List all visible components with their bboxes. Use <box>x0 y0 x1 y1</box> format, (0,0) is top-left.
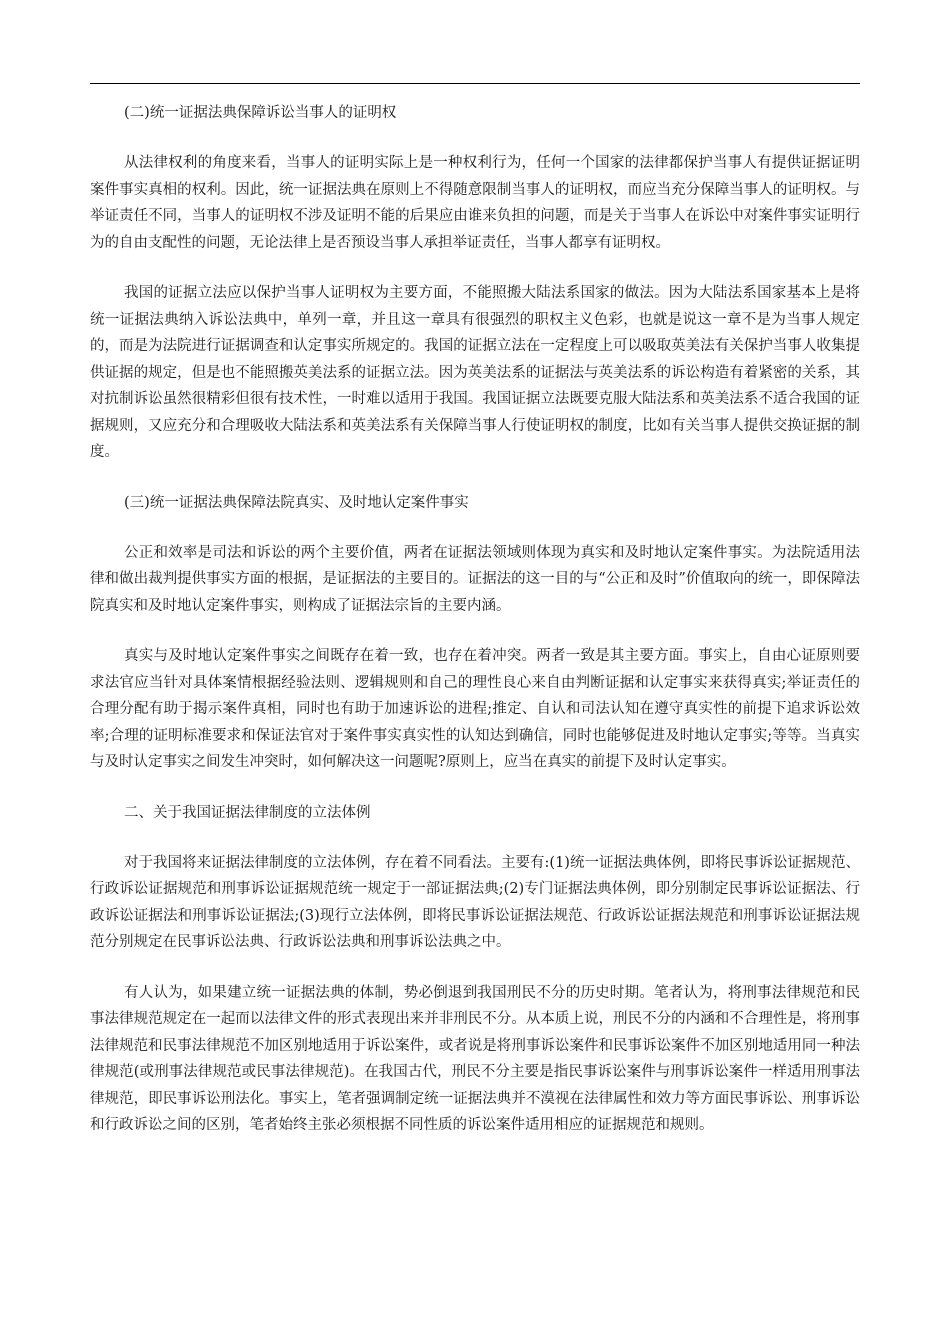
paragraph: 对于我国将来证据法律制度的立法体例，存在着不同看法。主要有:(1)统一证据法典体例，即将民事诉讼证据规范、行政诉讼证据规范和刑事诉讼证据规范统一规定于一部证据法典;(2)专门证据法典体例，即分别制定民事诉讼证据法、行政诉讼证据法和刑事诉讼证据法;(3)现行立法体例，即将民事诉讼证据法规范、行政诉讼证据法规范和刑事诉讼证据法规范分别规定在民事诉讼法典、行政诉讼法典和刑事诉讼法典之中。 <box>90 854 860 950</box>
paragraph: 真实与及时地认定案件事实之间既存在着一致，也存在着冲突。两者一致是其主要方面。事实上，自由心证原则要求法官应当针对具体案情根据经验法则、逻辑规则和自己的理性良心来自由判断证据和认定事实来获得真实;举证责任的合理分配有助于揭示案件真相，同时也有助于加速诉讼的进程;推定、自认和司法认知在遵守真实性的前提下追求诉讼效率;合理的证明标准要求和保证法官对于案件事实真实性的认知达到确信，同时也能够促进及时地认定事实;等等。当真实与及时认定事实之间发生冲突时，如何解决这一问题呢?原则上，应当在真实的前提下及时认定事实。 <box>90 648 860 770</box>
paragraph: 从法律权利的角度来看，当事人的证明实际上是一种权利行为，任何一个国家的法律都保护当事人有提供证据证明案件事实真相的权利。因此，统一证据法典在原则上不得随意限制当事人的证明权，而应当充分保障当事人的证明权。与举证责任不同，当事人的证明权不涉及证明不能的后果应由谁来负担的问题，而是关于当事人在诉讼中对案件事实证明行为的自由支配性的问题，无论法律上是否预设当事人承担举证责任，当事人都享有证明权。 <box>90 155 860 251</box>
top-divider <box>90 83 860 84</box>
section-heading: 二、关于我国证据法律制度的立法体例 <box>124 804 371 821</box>
paragraph: 公正和效率是司法和诉讼的两个主要价值，两者在证据法领域则体现为真实和及时地认定案件事实。为法院适用法律和做出裁判提供事实方面的根据，是证据法的主要目的。证据法的这一目的与“公正和及时”价值取向的统一，即保障法院真实和及时地认定案件事实，则构成了证据法宗旨的主要内涵。 <box>90 544 860 614</box>
section-heading: (三)统一证据法典保障法院真实、及时地认定案件事实 <box>124 494 469 511</box>
section-heading: (二)统一证据法典保障诉讼当事人的证明权 <box>124 105 397 121</box>
paragraph: 我国的证据立法应以保护当事人证明权为主要方面，不能照搬大陆法系国家的做法。因为大陆法系国家基本上是将统一证据法典纳入诉讼法典中，单列一章，并且这一章具有很强烈的职权主义色彩，也就是说这一章不是为当事人规定的，而是为法院进行证据调查和认定事实所规定的。我国的证据立法在一定程度上可以吸取英美法有关保护当事人收集提供证据的规定，但是也不能照搬英美法系的证据立法。因为英美法系的证据法与英美法系的诉讼构造有着紧密的关系，其对抗制诉讼虽然很精彩但很有技术性，一时难以适用于我国。我国证据立法既要克服大陆法系和英美法系不适合我国的证据规则，又应充分和合理吸收大陆法系和英美法系有关保障当事人行使证明权的制度，比如有关当事人提供交换证据的制度。 <box>90 285 860 460</box>
document-body <box>90 100 860 1139</box>
paragraph: 有人认为，如果建立统一证据法典的体制，势必倒退到我国刑民不分的历史时期。笔者认为，将刑事法律规范和民事法律规范规定在一起而以法律文件的形式表现出来并非刑民不分。从本质上说，刑民不分的内涵和不合理性是，将刑事法律规范和民事法律规范不加区别地适用于诉讼案件，或者说是将刑事诉讼案件和民事诉讼案件不加区别地适用同一种法律规范(或刑事法律规范或民事法律规范)。在我国古代，刑民不分主要是指民事诉讼案件与刑事诉讼案件一样适用刑事法律规范，即民事诉讼刑法化。事实上，笔者强调制定统一证据法典并不漠视在法律属性和效力等方面民事诉讼、刑事诉讼和行政诉讼之间的区别，笔者始终主张必须根据不同性质的诉讼案件适用相应的证据规范和规则。 <box>90 984 860 1133</box>
